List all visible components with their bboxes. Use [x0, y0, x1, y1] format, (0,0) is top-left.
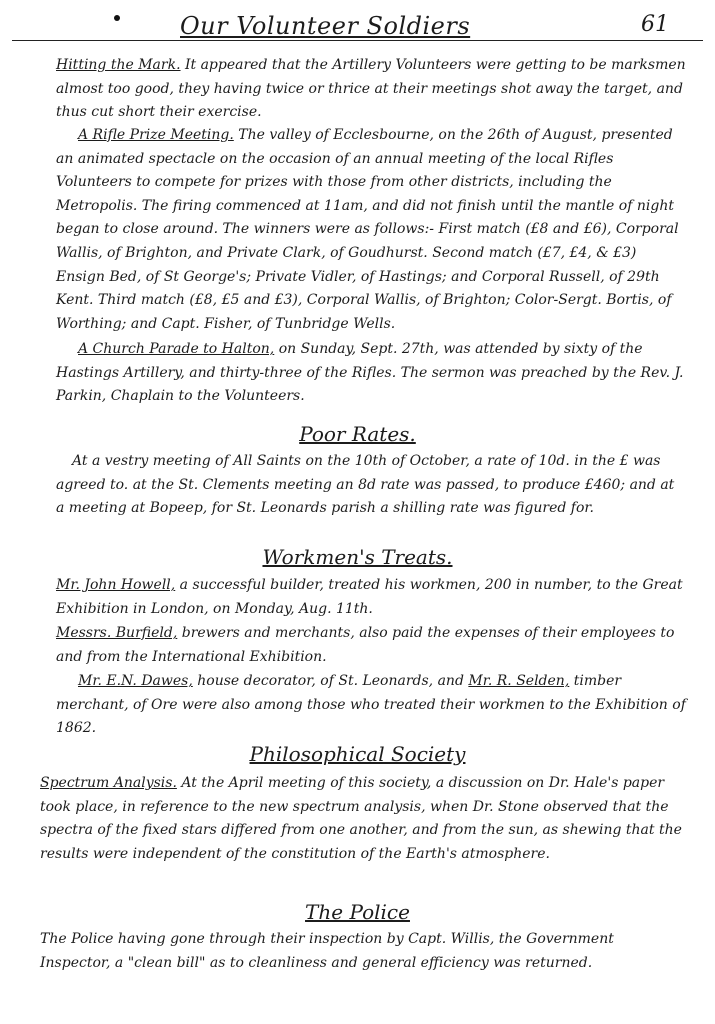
text-dawes: house decorator, of St. Leonards, and — [192, 673, 469, 689]
lead-rifle-prize-meeting: A Rifle Prize Meeting. — [78, 127, 234, 143]
lead-john-howell: Mr. John Howell, — [56, 577, 176, 593]
text-rifle-prize-meeting: The valley of Ecclesbourne, on the 26th of August, presented an animated spectacle on the occasion of an annual meeting of the local Rifles Volunteers to compete for prizes with those from other districts, including the Metropolis. The firing commenced at 11am, and did not finish until the mantle of night began to close around. The winners were as follows:- First match (£8 and £6), Corporal Wallis, of Brighton, and Private Clark, of Goudhurst. Second match (£7, £4, & £3) Ensign Bed, of St George's; Private Vidler, of Hastings; and Corporal Russell, of 29th Kent. Third match (£8, £5 and £3), Corporal Wallis, of Brighton; Color-Sergt. Bortis, of Worthing; and Capt. Fisher, of Tunbridge Wells. — [56, 127, 679, 332]
heading-workmens-treats: Workmen's Treats. — [262, 545, 453, 569]
paragraph-church-parade — [56, 338, 687, 409]
page-number: 61 — [641, 12, 669, 37]
lead-burfield: Messrs. Burfield, — [56, 625, 178, 641]
paragraph-john-howell — [56, 574, 687, 621]
heading-poor-rates: Poor Rates. — [299, 422, 416, 446]
lead-spectrum-analysis: Spectrum Analysis. — [40, 775, 177, 791]
paragraph-poor-rates: At a vestry meeting of All Saints on the 10th of October, a rate of 10d. in the £ was agreed to. at the St. Clements meeting an 8d rate was passed, to produce £460; and at a meeting at Bopeep, for St. Leonards parish a shilling rate was figured for. — [56, 453, 675, 517]
lead-selden: Mr. R. Selden, — [468, 673, 570, 689]
paragraph-the-police: The Police having gone through their inspection by Capt. Willis, the Government Inspector, a "clean bill" as to cleanliness and general efficiency was returned. — [40, 931, 614, 971]
heading-the-police: The Police — [305, 900, 410, 924]
lead-hitting-the-mark: Hitting the Mark. — [56, 57, 181, 73]
paragraph-hitting-the-mark — [56, 54, 687, 125]
text-burfield: brewers and merchants, also paid the expenses of their employees to and from the International Exhibition. — [56, 625, 675, 665]
lead-dawes: Mr. E.N. Dawes, — [78, 673, 193, 689]
paragraph-burfield — [56, 622, 687, 669]
lead-church-parade: A Church Parade to Halton, — [78, 341, 275, 357]
heading-philosophical-society: Philosophical Society — [249, 742, 466, 766]
paragraph-rifle-prize-meeting — [56, 124, 687, 336]
page-header — [12, 6, 703, 41]
text-spectrum-analysis: At the April meeting of this society, a discussion on Dr. Hale's paper took place, in reference to the new spectrum analysis, when Dr. Stone observed that the spectra of the fixed stars differed from one another, and from the sun, as shewing that the results were independent of the constitution of the Earth's atmosphere. — [40, 775, 682, 862]
text-selden: timber merchant, of Ore were also among those who treated their workmen to the Exhibition of 1862. — [56, 673, 686, 737]
ink-dot — [114, 15, 120, 21]
text-hitting-the-mark: It appeared that the Artillery Volunteers were getting to be marksmen almost too good, they having twice or thrice at their meetings shot away the target, and thus cut short their exercise. — [56, 57, 686, 121]
paragraph-spectrum-analysis — [40, 772, 687, 866]
text-church-parade: on Sunday, Sept. 27th, was attended by sixty of the Hastings Artillery, and thirty-three of the Rifles. The sermon was preached by the Rev. J. Parkin, Chaplain to the Volunteers. — [56, 341, 684, 405]
paragraph-dawes-selden — [56, 670, 687, 741]
text-john-howell: a successful builder, treated his workmen, 200 in number, to the Great Exhibition in London, on Monday, Aug. 11th. — [56, 577, 683, 617]
running-title: Our Volunteer Soldiers — [180, 12, 471, 40]
